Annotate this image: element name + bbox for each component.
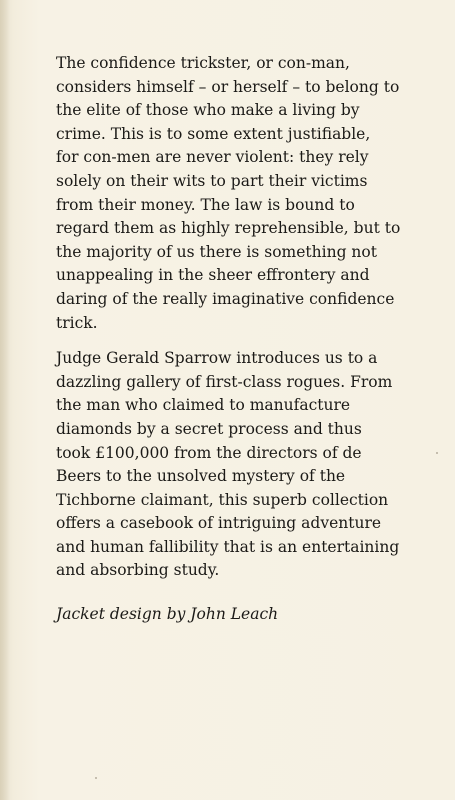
text-line: the man who claimed to manufacture bbox=[56, 396, 351, 415]
text-line: unappealing in the sheer effrontery and bbox=[56, 266, 370, 285]
text-line: and absorbing study. bbox=[56, 561, 220, 580]
blurb-paragraph-2 bbox=[56, 347, 416, 583]
text-line: solely on their wits to part their victims bbox=[56, 171, 368, 190]
text-line: Tichborne claimant, this superb collection bbox=[56, 490, 389, 509]
text-line: the elite of those who make a living by bbox=[56, 101, 360, 120]
blurb-text-block bbox=[56, 52, 416, 639]
text-line: for con-men are never violent: they rely bbox=[56, 148, 369, 167]
paper-speck bbox=[436, 452, 438, 454]
text-line: and human fallibility that is an entertaining bbox=[56, 537, 400, 556]
text-line: The confidence trickster, or con-man, bbox=[56, 54, 350, 72]
text-line: Judge Gerald Sparrow introduces us to a bbox=[56, 349, 378, 368]
text-line: dazzling gallery of first-class rogues. From bbox=[56, 372, 393, 391]
fold-shadow bbox=[0, 0, 10, 800]
text-line: the majority of us there is something not bbox=[56, 242, 377, 261]
text-line: Beers to the unsolved mystery of the bbox=[56, 467, 346, 486]
text-line: took £100,000 from the directors of de bbox=[56, 443, 362, 462]
blurb-paragraph-1 bbox=[56, 52, 416, 335]
text-line: trick. bbox=[56, 313, 98, 332]
text-line: regard them as highly reprehensible, but to bbox=[56, 219, 401, 238]
paper-speck bbox=[95, 777, 97, 779]
text-line: diamonds by a secret process and thus bbox=[56, 419, 362, 438]
jacket-design-credit: Jacket design by John Leach bbox=[56, 605, 279, 624]
text-line: crime. This is to some extent justifiable, bbox=[56, 124, 371, 143]
text-line: considers himself – or herself – to belong to bbox=[56, 77, 400, 96]
text-line: daring of the really imaginative confidence bbox=[56, 289, 395, 308]
text-line: from their money. The law is bound to bbox=[56, 195, 355, 214]
text-line: offers a casebook of intriguing adventure bbox=[56, 514, 382, 533]
